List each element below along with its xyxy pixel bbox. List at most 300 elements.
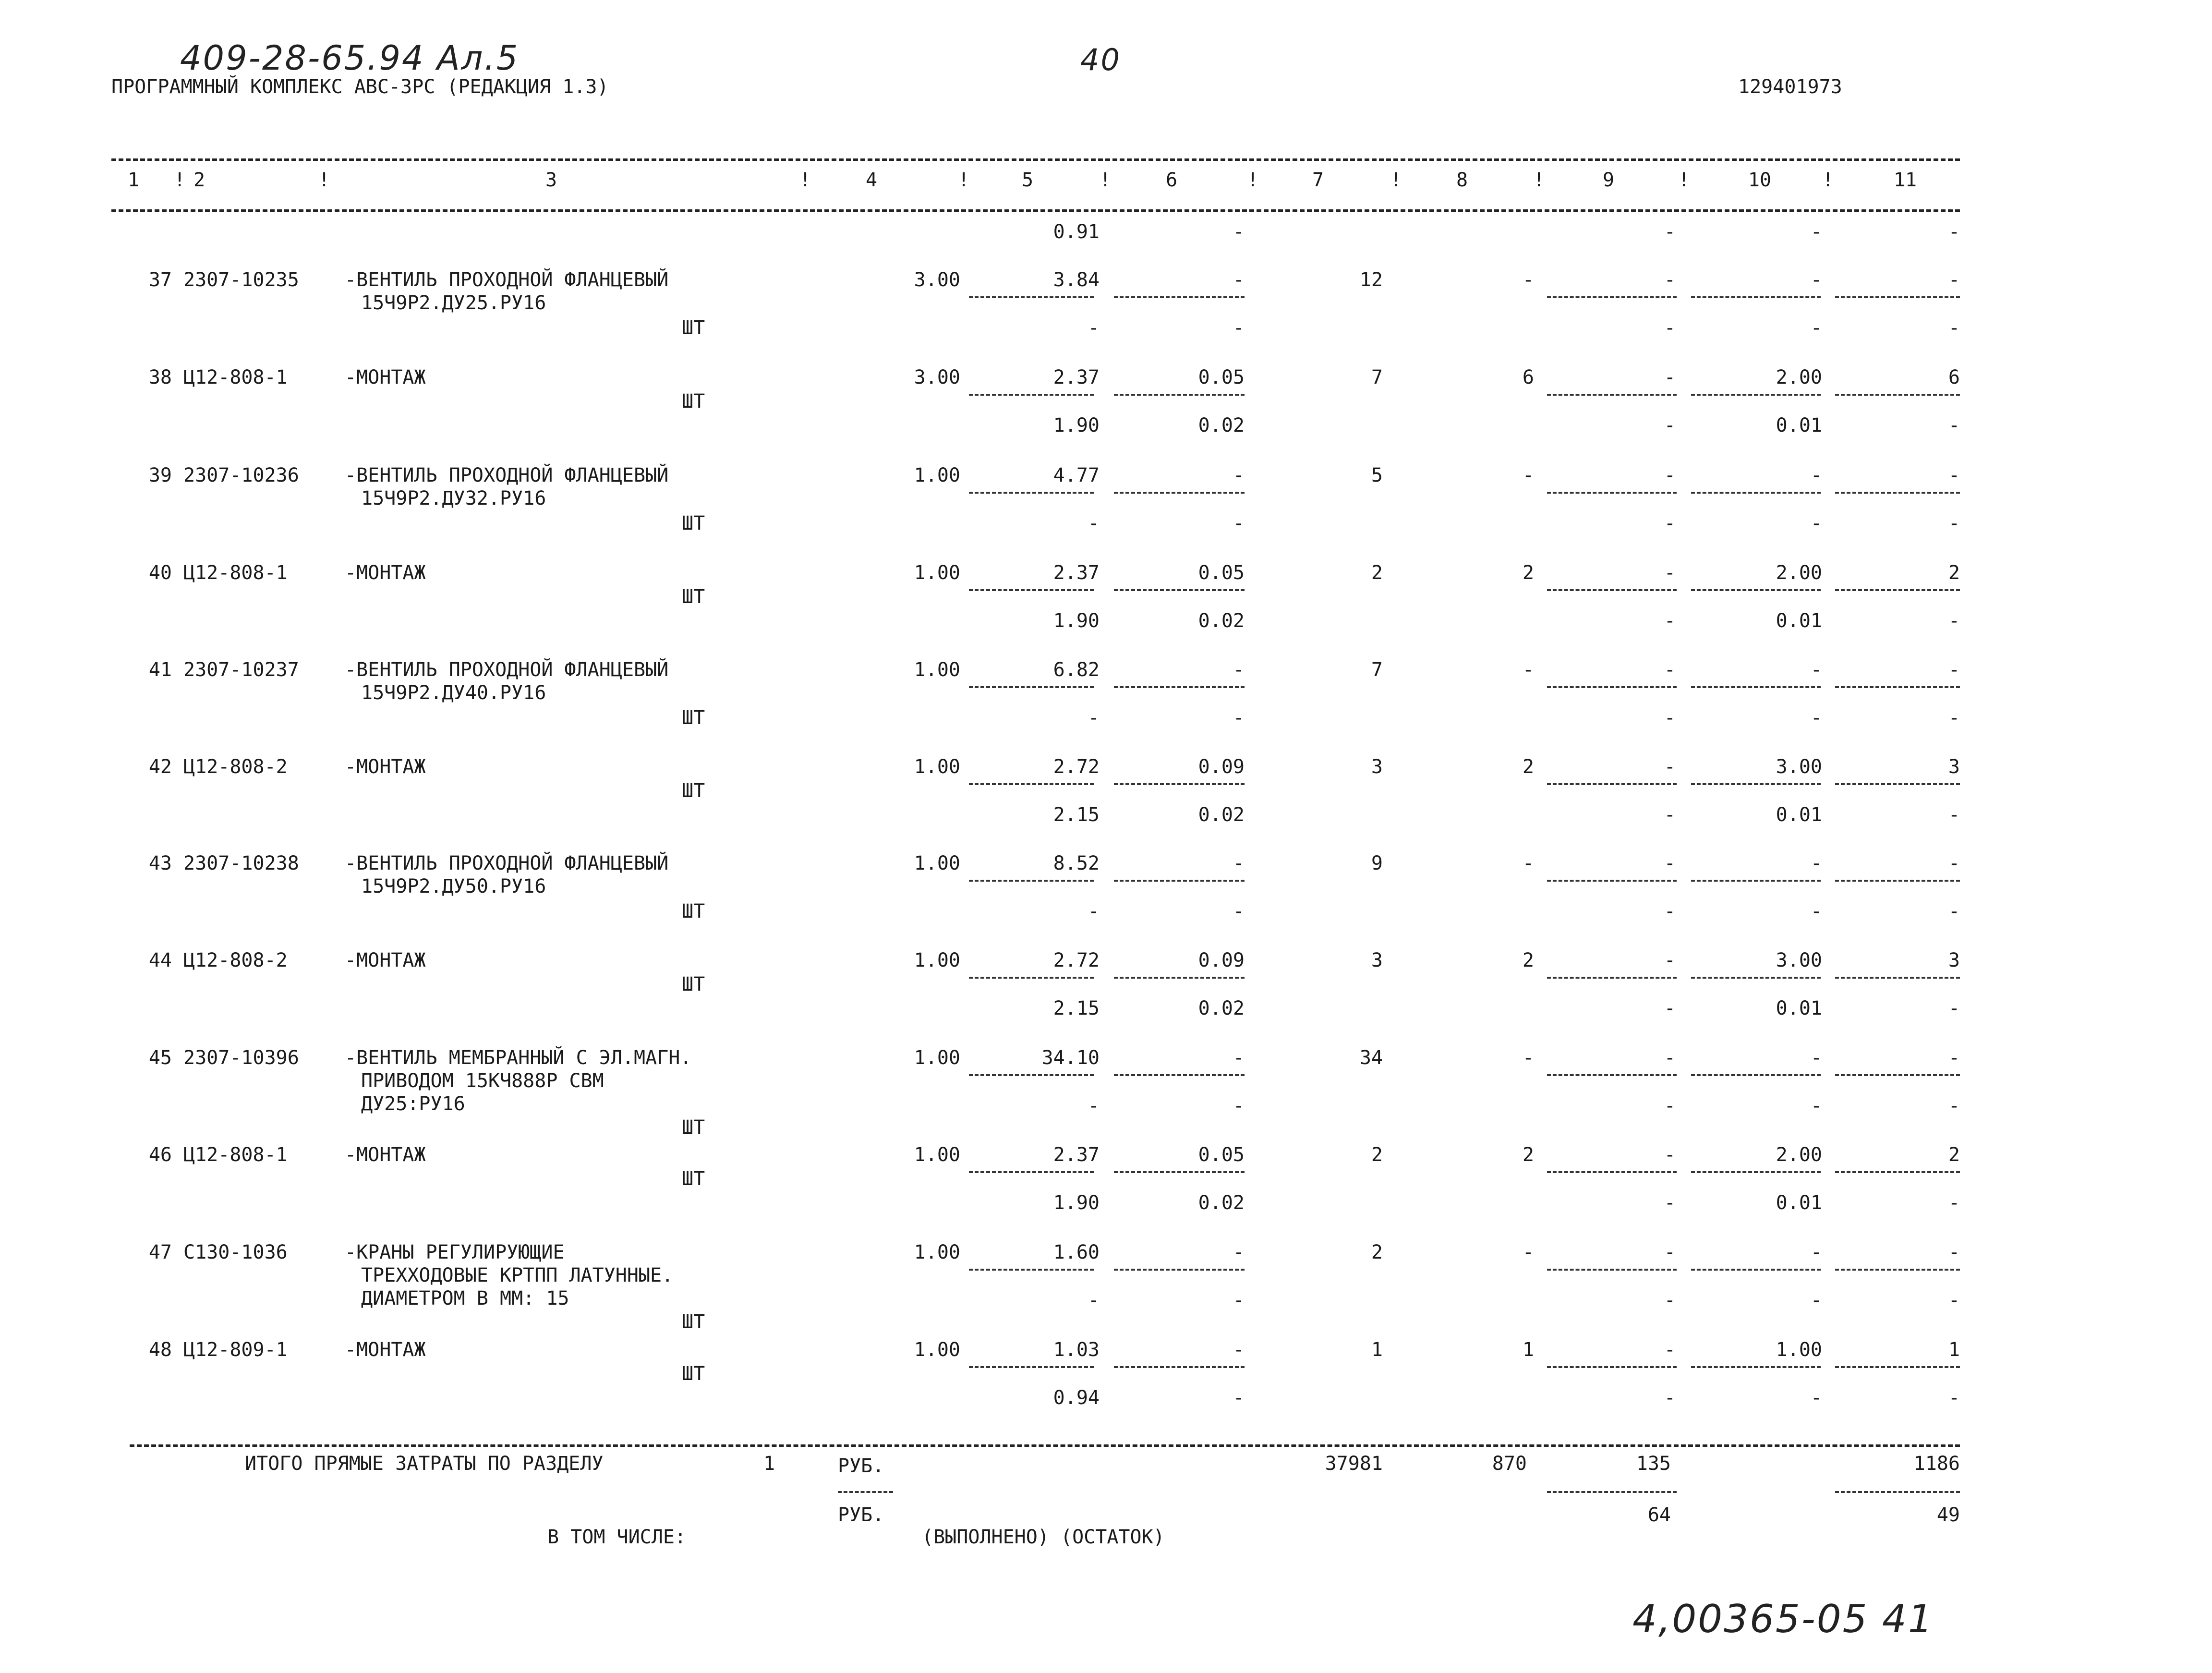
totals-label: ИТОГО ПРЯМЫЕ ЗАТРАТЫ ПО РАЗДЕЛУ <box>245 1453 604 1475</box>
row-number: 41 <box>148 659 172 681</box>
row-c10: 2.00 <box>1776 562 1822 584</box>
row-c10-second: 0.01 <box>1776 804 1822 826</box>
row-c9-underline <box>1547 686 1677 688</box>
row-number: 39 <box>148 464 172 486</box>
column-separator: ! <box>1390 169 1402 191</box>
row-c7: 3 <box>1371 949 1383 971</box>
row-c10-underline <box>1691 394 1821 396</box>
totals-unit: РУБ. <box>838 1455 884 1477</box>
row-c5-second: - <box>1088 707 1100 729</box>
row-c10-second: - <box>1810 317 1822 339</box>
row-c9-underline <box>1547 296 1677 298</box>
row-c7: 3 <box>1371 756 1383 778</box>
row-c4: 1.00 <box>914 1047 960 1069</box>
row-c4: 1.00 <box>914 562 960 584</box>
row-c9-second: - <box>1664 707 1676 729</box>
program-title: ПРОГРАММНЫЙ КОМПЛЕКС АВС-3РС (РЕДАКЦИЯ 1.3) <box>111 76 609 98</box>
row-c4: 1.00 <box>914 756 960 778</box>
row-description: -ВЕНТИЛЬ ПРОХОДНОЙ ФЛАНЦЕВЫЙ <box>345 464 669 486</box>
row-c6-second: - <box>1233 900 1245 922</box>
row-c4: 1.00 <box>914 852 960 874</box>
row-c5-underline <box>969 394 1094 396</box>
row-description-line2: 15Ч9Р2.ДУ25.РУ16 <box>361 292 546 314</box>
row-c10-underline <box>1691 1269 1821 1271</box>
row-c11: 2 <box>1948 562 1960 584</box>
carry-over-c5: 0.91 <box>1053 221 1100 243</box>
row-c5-second: - <box>1088 1095 1100 1117</box>
handwritten-bottom-stamp: 4,00365-05 41 <box>1632 1597 1934 1641</box>
row-c10-underline <box>1691 589 1821 591</box>
row-c6: 0.05 <box>1198 366 1245 388</box>
totals-done-remaining: (ВЫПОЛНЕНО) (ОСТАТОК) <box>922 1526 1165 1548</box>
row-unit: ШТ <box>682 390 705 412</box>
row-c7: 2 <box>1371 1241 1383 1263</box>
row-c9-underline <box>1547 1366 1677 1368</box>
row-description: -МОНТАЖ <box>345 366 426 388</box>
row-c11-second: - <box>1948 1192 1960 1214</box>
row-c6-underline <box>1114 589 1245 591</box>
carry-over-c10: - <box>1810 221 1822 243</box>
row-c11: 6 <box>1948 366 1960 388</box>
row-description: -МОНТАЖ <box>345 1339 426 1361</box>
row-number: 44 <box>148 949 172 971</box>
row-c11: 1 <box>1948 1339 1960 1361</box>
row-c6-underline <box>1114 492 1245 494</box>
row-description-line2: ТРЕХХОДОВЫЕ КРТПП ЛАТУННЫЕ. <box>361 1264 674 1286</box>
row-c8: 1 <box>1522 1339 1534 1361</box>
column-separator: ! <box>1247 169 1259 191</box>
row-c4: 3.00 <box>914 269 960 291</box>
row-c6: 0.05 <box>1198 562 1245 584</box>
row-c9-underline <box>1547 1171 1677 1173</box>
row-description: -МОНТАЖ <box>345 756 426 778</box>
row-c6: - <box>1233 1339 1245 1361</box>
totals-unit-underline <box>838 1491 893 1493</box>
row-c11-second: - <box>1948 610 1960 632</box>
row-c5: 2.37 <box>1053 562 1100 584</box>
row-c5: 2.37 <box>1053 1144 1100 1166</box>
totals-col9-underline <box>1547 1491 1677 1493</box>
table-header-border <box>111 209 1960 212</box>
row-c11-second: - <box>1948 1289 1960 1311</box>
row-code: Ц12-809-1 <box>183 1339 288 1361</box>
column-header-7: 7 <box>1312 169 1324 191</box>
row-c10: 3.00 <box>1776 949 1822 971</box>
row-description: -ВЕНТИЛЬ ПРОХОДНОЙ ФЛАНЦЕВЫЙ <box>345 659 669 681</box>
row-description-line2: 15Ч9Р2.ДУ50.РУ16 <box>361 875 546 897</box>
row-c10-second: - <box>1810 707 1822 729</box>
row-c9-underline <box>1547 1269 1677 1271</box>
row-description-line3: ДУ25:РУ16 <box>361 1093 465 1115</box>
row-c5-second: - <box>1088 900 1100 922</box>
row-c9: - <box>1664 1047 1676 1069</box>
column-separator: ! <box>174 169 186 191</box>
row-c11-second: - <box>1948 1095 1960 1117</box>
row-c6: - <box>1233 269 1245 291</box>
column-header-3: 3 <box>545 169 557 191</box>
row-c10-second: - <box>1810 512 1822 534</box>
column-header-8: 8 <box>1456 169 1468 191</box>
row-description: -ВЕНТИЛЬ ПРОХОДНОЙ ФЛАНЦЕВЫЙ <box>345 852 669 874</box>
totals-col11: 1186 <box>1913 1453 1960 1475</box>
row-number: 42 <box>148 756 172 778</box>
totals-col11-second: 49 <box>1936 1504 1960 1526</box>
row-c7: 9 <box>1371 852 1383 874</box>
row-c9: - <box>1664 659 1676 681</box>
row-c7: 5 <box>1371 464 1383 486</box>
row-c7: 2 <box>1371 562 1383 584</box>
row-c10-second: - <box>1810 1387 1822 1409</box>
row-c11-underline <box>1835 296 1960 298</box>
row-c11: 2 <box>1948 1144 1960 1166</box>
row-c11: 3 <box>1948 756 1960 778</box>
row-c11: - <box>1948 852 1960 874</box>
row-c10-second: - <box>1810 1095 1822 1117</box>
row-c5-second: 2.15 <box>1053 804 1100 826</box>
document-number: 129401973 <box>1738 76 1842 98</box>
row-c5-second: 1.90 <box>1053 1192 1100 1214</box>
row-c9-second: - <box>1664 1289 1676 1311</box>
row-description-line2: 15Ч9Р2.ДУ40.РУ16 <box>361 682 546 704</box>
handwritten-doc-code: 409-28-65.94 Ал.5 <box>180 38 520 78</box>
column-separator: ! <box>799 169 811 191</box>
row-c4: 3.00 <box>914 366 960 388</box>
carry-over-c6: - <box>1233 221 1245 243</box>
row-c6-second: - <box>1233 1095 1245 1117</box>
row-c5-underline <box>969 492 1094 494</box>
totals-incl-label: В ТОМ ЧИСЛЕ: <box>547 1526 686 1548</box>
row-c8: - <box>1522 1047 1534 1069</box>
row-c8: 2 <box>1522 949 1534 971</box>
row-c6: - <box>1233 852 1245 874</box>
row-c10: - <box>1810 852 1822 874</box>
row-description-line2: 15Ч9Р2.ДУ32.РУ16 <box>361 487 546 509</box>
row-c10-underline <box>1691 783 1821 785</box>
row-code: Ц12-808-1 <box>183 562 288 584</box>
row-c4: 1.00 <box>914 1241 960 1263</box>
row-number: 46 <box>148 1144 172 1166</box>
row-c5: 4.77 <box>1053 464 1100 486</box>
row-c6-underline <box>1114 394 1245 396</box>
row-c6-second: - <box>1233 317 1245 339</box>
row-c7: 7 <box>1371 659 1383 681</box>
row-c11-second: - <box>1948 512 1960 534</box>
row-c5-underline <box>969 977 1094 979</box>
row-c4: 1.00 <box>914 1339 960 1361</box>
row-code: Ц12-808-1 <box>183 1144 288 1166</box>
row-c11-underline <box>1835 394 1960 396</box>
row-c11-underline <box>1835 977 1960 979</box>
row-c9-second: - <box>1664 1387 1676 1409</box>
row-c11-second: - <box>1948 414 1960 436</box>
row-c11-underline <box>1835 783 1960 785</box>
row-c11: - <box>1948 1047 1960 1069</box>
row-unit: ШТ <box>682 1311 705 1333</box>
row-c9-second: - <box>1664 317 1676 339</box>
row-c11-underline <box>1835 589 1960 591</box>
row-c9: - <box>1664 464 1676 486</box>
row-c6-underline <box>1114 880 1245 882</box>
row-number: 48 <box>148 1339 172 1361</box>
row-c8: - <box>1522 1241 1534 1263</box>
row-c6: - <box>1233 1047 1245 1069</box>
row-c10: - <box>1810 1241 1822 1263</box>
row-c9-underline <box>1547 880 1677 882</box>
row-unit: ШТ <box>682 707 705 729</box>
totals-unit-second: РУБ. <box>838 1504 884 1526</box>
row-c10-underline <box>1691 296 1821 298</box>
row-code: Ц12-808-2 <box>183 756 288 778</box>
column-separator: ! <box>958 169 970 191</box>
row-c5-second: 1.90 <box>1053 414 1100 436</box>
row-c8: 2 <box>1522 1144 1534 1166</box>
column-header-6: 6 <box>1165 169 1178 191</box>
row-c9-second: - <box>1664 512 1676 534</box>
row-c11-second: - <box>1948 804 1960 826</box>
row-unit: ШТ <box>682 1116 705 1139</box>
carry-over-c9: - <box>1664 221 1676 243</box>
row-unit: ШТ <box>682 900 705 922</box>
row-c6-underline <box>1114 1171 1245 1173</box>
row-c9: - <box>1664 562 1676 584</box>
totals-col9: 135 <box>1636 1453 1671 1475</box>
row-c4: 1.00 <box>914 1144 960 1166</box>
row-c9: - <box>1664 949 1676 971</box>
row-c5-underline <box>969 589 1094 591</box>
row-c9: - <box>1664 1241 1676 1263</box>
row-c8: - <box>1522 852 1534 874</box>
row-c9-second: - <box>1664 900 1676 922</box>
row-c10-underline <box>1691 977 1821 979</box>
row-c5-second: 2.15 <box>1053 997 1100 1019</box>
column-separator: ! <box>318 169 330 191</box>
totals-col11-underline <box>1835 1491 1960 1493</box>
row-c10-second: - <box>1810 900 1822 922</box>
row-c6-underline <box>1114 296 1245 298</box>
totals-top-border <box>130 1444 1960 1447</box>
row-c6-underline <box>1114 1269 1245 1271</box>
row-code: Ц12-808-2 <box>183 949 288 971</box>
row-c5-second: 1.90 <box>1053 610 1100 632</box>
row-c11-underline <box>1835 492 1960 494</box>
row-c8: - <box>1522 269 1534 291</box>
row-c5: 1.60 <box>1053 1241 1100 1263</box>
row-c7: 34 <box>1359 1047 1383 1069</box>
carry-over-c11: - <box>1948 221 1960 243</box>
row-c8: 6 <box>1522 366 1534 388</box>
row-unit: ШТ <box>682 973 705 995</box>
row-code: 2307-10236 <box>183 464 299 486</box>
row-c5-underline <box>969 1074 1094 1076</box>
totals-col7: 37981 <box>1325 1453 1383 1475</box>
row-c5: 8.52 <box>1053 852 1100 874</box>
row-c9: - <box>1664 366 1676 388</box>
row-c10: 1.00 <box>1776 1339 1822 1361</box>
row-c11: - <box>1948 464 1960 486</box>
row-c6: 0.09 <box>1198 756 1245 778</box>
row-c11: - <box>1948 659 1960 681</box>
row-description: -ВЕНТИЛЬ МЕМБРАННЫЙ С ЭЛ.МАГН. <box>345 1047 692 1069</box>
row-number: 38 <box>148 366 172 388</box>
row-c5: 1.03 <box>1053 1339 1100 1361</box>
row-c5-underline <box>969 880 1094 882</box>
table-top-border <box>111 158 1960 161</box>
row-c5: 2.72 <box>1053 949 1100 971</box>
row-c9-second: - <box>1664 1192 1676 1214</box>
row-c9-second: - <box>1664 997 1676 1019</box>
row-c9-second: - <box>1664 804 1676 826</box>
row-c11-underline <box>1835 1269 1960 1271</box>
row-c6-second: - <box>1233 1387 1245 1409</box>
row-c5: 34.10 <box>1041 1047 1100 1069</box>
row-c10: - <box>1810 269 1822 291</box>
row-unit: ШТ <box>682 1168 705 1190</box>
column-header-10: 10 <box>1748 169 1772 191</box>
row-c6-second: 0.02 <box>1198 414 1245 436</box>
row-c10: 2.00 <box>1776 366 1822 388</box>
row-c6-underline <box>1114 1074 1245 1076</box>
column-header-2: 2 <box>193 169 205 191</box>
row-c11: - <box>1948 269 1960 291</box>
row-number: 45 <box>148 1047 172 1069</box>
row-c5-underline <box>969 296 1094 298</box>
row-unit: ШТ <box>682 317 705 339</box>
row-c9: - <box>1664 1339 1676 1361</box>
row-c9: - <box>1664 756 1676 778</box>
row-c6-second: 0.02 <box>1198 610 1245 632</box>
row-c5-second: - <box>1088 512 1100 534</box>
row-c6-second: 0.02 <box>1198 1192 1245 1214</box>
row-c6: - <box>1233 464 1245 486</box>
row-c10-second: 0.01 <box>1776 414 1822 436</box>
row-c11: 3 <box>1948 949 1960 971</box>
row-c6-underline <box>1114 977 1245 979</box>
row-c6-second: 0.02 <box>1198 804 1245 826</box>
row-c11-underline <box>1835 1366 1960 1368</box>
totals-col8: 870 <box>1492 1453 1527 1475</box>
column-header-5: 5 <box>1021 169 1034 191</box>
row-c4: 1.00 <box>914 464 960 486</box>
row-code: Ц12-808-1 <box>183 366 288 388</box>
totals-section: 1 <box>763 1453 775 1475</box>
row-c10-underline <box>1691 686 1821 688</box>
handwritten-page-number: 40 <box>1080 42 1121 77</box>
row-c5-underline <box>969 686 1094 688</box>
row-c7: 12 <box>1359 269 1383 291</box>
row-c5-underline <box>969 1366 1094 1368</box>
row-number: 37 <box>148 269 172 291</box>
row-c10-second: - <box>1810 1289 1822 1311</box>
row-c9-underline <box>1547 394 1677 396</box>
row-c9: - <box>1664 269 1676 291</box>
column-header-9: 9 <box>1602 169 1615 191</box>
row-number: 47 <box>148 1241 172 1263</box>
row-c11-second: - <box>1948 317 1960 339</box>
row-code: 2307-10238 <box>183 852 299 874</box>
row-c11-second: - <box>1948 707 1960 729</box>
row-c10-second: 0.01 <box>1776 997 1822 1019</box>
column-separator: ! <box>1822 169 1834 191</box>
row-c4: 1.00 <box>914 949 960 971</box>
row-c6: - <box>1233 659 1245 681</box>
row-c11-second: - <box>1948 900 1960 922</box>
row-c8: 2 <box>1522 562 1534 584</box>
row-description-line2: ПРИВОДОМ 15КЧ888Р СВМ <box>361 1070 604 1092</box>
row-code: С130-1036 <box>183 1241 288 1263</box>
row-unit: ШТ <box>682 512 705 534</box>
row-c5-second: - <box>1088 1289 1100 1311</box>
row-c6-second: - <box>1233 512 1245 534</box>
row-description-line3: ДИАМЕТРОМ В ММ: 15 <box>361 1287 569 1309</box>
row-c11-second: - <box>1948 1387 1960 1409</box>
row-c8: - <box>1522 659 1534 681</box>
row-c10: 2.00 <box>1776 1144 1822 1166</box>
row-c10-underline <box>1691 1171 1821 1173</box>
row-c5-second: - <box>1088 317 1100 339</box>
row-code: 2307-10237 <box>183 659 299 681</box>
row-code: 2307-10235 <box>183 269 299 291</box>
column-header-1: 1 <box>127 169 140 191</box>
row-c7: 2 <box>1371 1144 1383 1166</box>
row-c10-underline <box>1691 492 1821 494</box>
row-c11-underline <box>1835 686 1960 688</box>
row-c11-underline <box>1835 880 1960 882</box>
row-c6-underline <box>1114 783 1245 785</box>
row-c5-underline <box>969 1171 1094 1173</box>
row-c10: 3.00 <box>1776 756 1822 778</box>
row-c10-underline <box>1691 1366 1821 1368</box>
row-c6: - <box>1233 1241 1245 1263</box>
row-c5: 3.84 <box>1053 269 1100 291</box>
row-c10: - <box>1810 659 1822 681</box>
column-separator: ! <box>1100 169 1112 191</box>
row-code: 2307-10396 <box>183 1047 299 1069</box>
row-c5-underline <box>969 783 1094 785</box>
row-c10-underline <box>1691 1074 1821 1076</box>
totals-col9-second: 64 <box>1647 1504 1671 1526</box>
row-c6-underline <box>1114 1366 1245 1368</box>
row-c8: - <box>1522 464 1534 486</box>
row-c6-second: - <box>1233 1289 1245 1311</box>
column-header-4: 4 <box>865 169 878 191</box>
row-c6-underline <box>1114 686 1245 688</box>
column-separator: ! <box>1533 169 1545 191</box>
row-c9-underline <box>1547 589 1677 591</box>
row-number: 43 <box>148 852 172 874</box>
row-description: -МОНТАЖ <box>345 949 426 971</box>
row-description: -МОНТАЖ <box>345 1144 426 1166</box>
row-c5: 2.72 <box>1053 756 1100 778</box>
row-c11-underline <box>1835 1074 1960 1076</box>
row-unit: ШТ <box>682 586 705 608</box>
row-c6-second: 0.02 <box>1198 997 1245 1019</box>
row-c9-underline <box>1547 783 1677 785</box>
row-c10: - <box>1810 1047 1822 1069</box>
row-c9-underline <box>1547 492 1677 494</box>
row-description: -МОНТАЖ <box>345 562 426 584</box>
row-c6: 0.09 <box>1198 949 1245 971</box>
row-c4: 1.00 <box>914 659 960 681</box>
row-c9: - <box>1664 1144 1676 1166</box>
row-c10: - <box>1810 464 1822 486</box>
row-c5-second: 0.94 <box>1053 1387 1100 1409</box>
row-c8: 2 <box>1522 756 1534 778</box>
row-c7: 1 <box>1371 1339 1383 1361</box>
row-c6-second: - <box>1233 707 1245 729</box>
row-c9-underline <box>1547 977 1677 979</box>
row-c10-second: 0.01 <box>1776 1192 1822 1214</box>
row-c9-second: - <box>1664 414 1676 436</box>
